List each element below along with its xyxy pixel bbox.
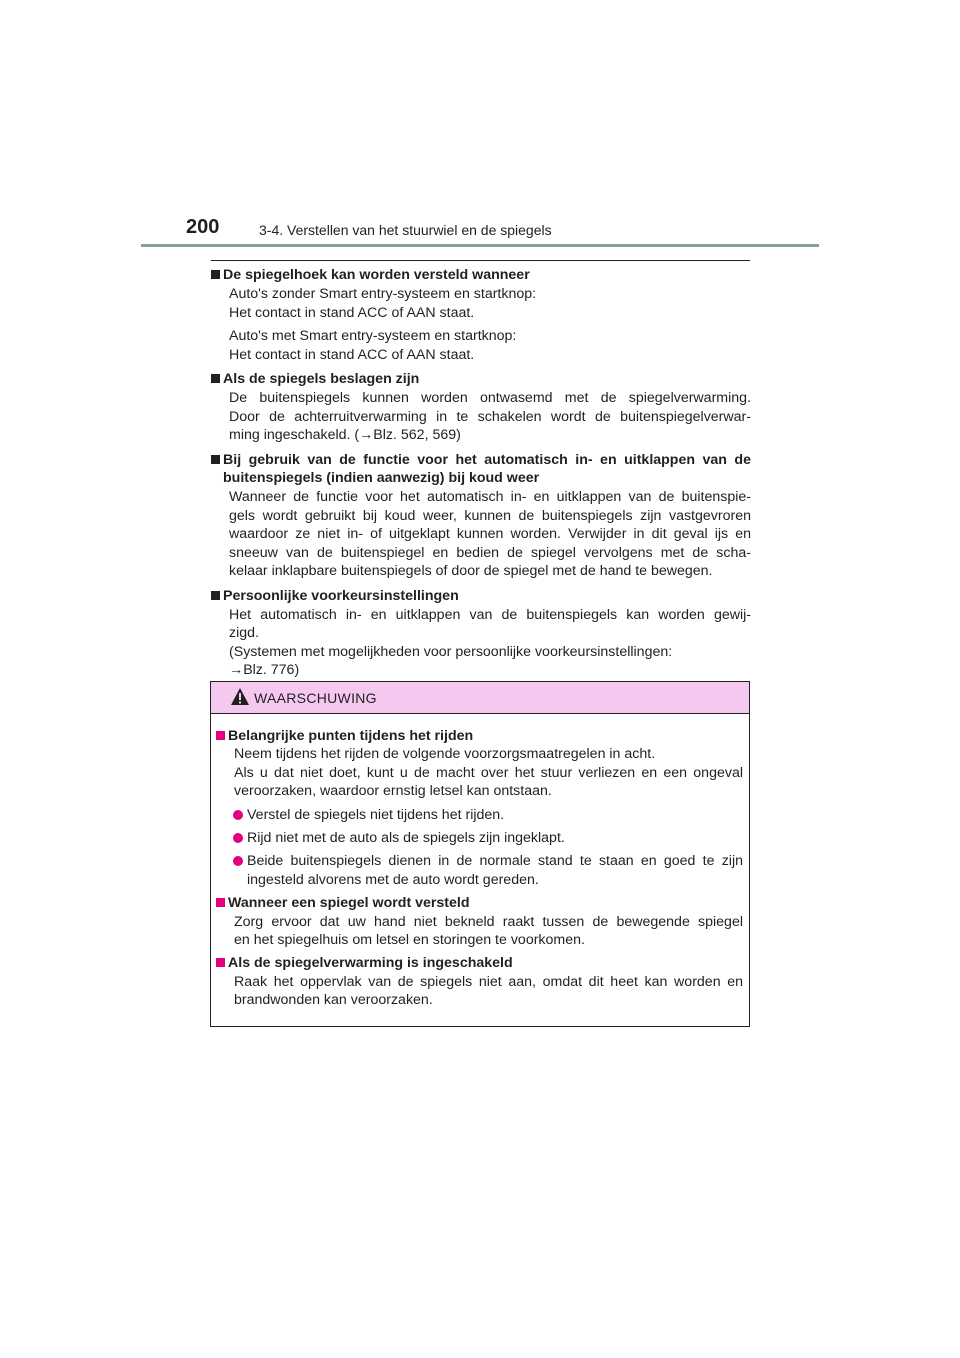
warning-item-heading bbox=[216, 894, 743, 912]
section-heading-text: Persoonlijke voorkeursinstellingen bbox=[223, 587, 459, 604]
page-header bbox=[0, 0, 960, 250]
warning-item-heading bbox=[216, 727, 743, 745]
square-bullet-icon bbox=[216, 958, 225, 967]
bullet-item bbox=[216, 852, 743, 889]
paragraph-line: sneeuw van de buitenspiegel en bedien de spiegel vervolgens met de scha- bbox=[229, 544, 751, 561]
section-heading-text: Bij gebruik van de functie voor het automatisch in- en uitklappen van de bbox=[223, 451, 751, 468]
paragraph-line: Wanneer de functie voor het automatisch in- en uitklappen van de buitenspie- bbox=[229, 489, 751, 506]
square-bullet-icon bbox=[216, 898, 225, 907]
warning-item-heading bbox=[216, 954, 743, 972]
main-content bbox=[211, 266, 751, 686]
paragraph bbox=[211, 606, 751, 680]
circle-bullet-icon bbox=[233, 833, 243, 843]
paragraph-line: en het spiegelhuis om letsel en storingen te voorkomen. bbox=[234, 932, 585, 949]
warning-paragraph bbox=[216, 745, 743, 800]
section-heading bbox=[211, 266, 751, 284]
bullet-text: Beide buitenspiegels dienen in de normale stand te staan en goed te zijn bbox=[247, 853, 743, 870]
square-bullet-icon bbox=[211, 374, 220, 383]
square-bullet-icon bbox=[216, 731, 225, 740]
section-heading-text: buitenspiegels (indien aanwezig) bij koud weer bbox=[223, 470, 540, 487]
section-koud-weer bbox=[211, 451, 751, 581]
section-voorkeursinstellingen bbox=[211, 587, 751, 680]
section-title: 3-4. Verstellen van het stuurwiel en de spiegels bbox=[259, 222, 552, 238]
section-heading bbox=[211, 587, 751, 605]
section-heading bbox=[211, 370, 751, 388]
paragraph-line: Het contact in stand ACC of AAN staat. bbox=[229, 304, 475, 321]
square-bullet-icon bbox=[211, 591, 220, 600]
page-number: 200 bbox=[186, 216, 220, 238]
bullet-item bbox=[216, 806, 743, 824]
circle-bullet-icon bbox=[233, 856, 243, 866]
section-heading-text: De spiegelhoek kan worden versteld wanneer bbox=[223, 267, 530, 283]
paragraph-line: Door de achterruitverwarming in te schakelen wordt de buitenspiegelverwar- bbox=[229, 408, 751, 425]
paragraph-line: De buitenspiegels kunnen worden ontwasemd met de spiegelverwarming. bbox=[229, 390, 751, 407]
bullet-text: Verstel de spiegels niet tijdens het rijden. bbox=[247, 806, 505, 823]
warning-item-heading-text: Wanneer een spiegel wordt versteld bbox=[228, 895, 470, 912]
paragraph-line: brandwonden kan veroorzaken. bbox=[234, 992, 433, 1009]
warning-triangle-icon bbox=[230, 687, 250, 711]
section-heading-text: Als de spiegels beslagen zijn bbox=[223, 371, 420, 388]
paragraph-line: Neem tijdens het rijden de volgende voorzorgsmaatregelen in acht. bbox=[234, 746, 656, 763]
paragraph bbox=[211, 285, 751, 322]
paragraph-line: Als u dat niet doet, kunt u de macht over het stuur verliezen en een ongeval bbox=[234, 764, 743, 781]
paragraph-line: Zorg ervoor dat uw hand niet bekneld raakt tussen de bewegende spiegel bbox=[234, 913, 743, 930]
paragraph-line: →Blz. 776) bbox=[229, 662, 300, 679]
paragraph bbox=[211, 327, 751, 364]
circle-bullet-icon bbox=[233, 810, 243, 820]
paragraph-line: ming ingeschakeld. (→Blz. 562, 569) bbox=[229, 427, 461, 444]
paragraph-line: gels wordt gebruikt bij koud weer, kunnen de buitenspiegels zijn vastgevroren bbox=[229, 507, 751, 524]
warning-header bbox=[211, 682, 749, 714]
paragraph-line: Auto's met Smart entry-systeem en startknop: bbox=[229, 328, 517, 345]
paragraph-line: Het contact in stand ACC of AAN staat. bbox=[229, 346, 475, 363]
square-bullet-icon bbox=[211, 455, 220, 464]
warning-box bbox=[210, 681, 750, 1027]
section-spiegelhoek bbox=[211, 266, 751, 364]
paragraph-line: waardoor ze niet in- of uitgeklapt kunnen worden. Verwijder in dit geval ijs en bbox=[229, 526, 751, 543]
warning-paragraph bbox=[216, 973, 743, 1010]
paragraph-line: Raak het oppervlak van de spiegels niet aan, omdat dit heet kan worden en bbox=[234, 973, 743, 990]
section-heading bbox=[211, 451, 751, 488]
paragraph-line: kelaar inklapbare buitenspiegels of door de spiegel met de hand te bewegen. bbox=[229, 563, 713, 580]
paragraph-line: zigd. bbox=[229, 625, 259, 642]
paragraph-line: Het automatisch in- en uitklappen van de buitenspiegels kan worden gewij- bbox=[229, 606, 751, 623]
warning-body bbox=[211, 714, 749, 1010]
warning-item-heading-text: Als de spiegelverwarming is ingeschakeld bbox=[228, 955, 513, 972]
header-divider bbox=[141, 244, 819, 247]
section-beslagen bbox=[211, 370, 751, 445]
paragraph-line: Auto's zonder Smart entry-systeem en startknop: bbox=[229, 286, 537, 303]
warning-paragraph bbox=[216, 913, 743, 950]
paragraph-line: veroorzaken, waardoor ernstig letsel kan ontstaan. bbox=[234, 783, 552, 800]
paragraph-line: (Systemen met mogelijkheden voor persoonlijke voorkeursinstellingen: bbox=[229, 643, 673, 660]
content-divider bbox=[211, 260, 750, 261]
bullet-text: ingesteld alvorens met de auto wordt gereden. bbox=[247, 871, 539, 888]
paragraph bbox=[211, 488, 751, 580]
square-bullet-icon bbox=[211, 270, 220, 279]
bullet-text: Rijd niet met de auto als de spiegels zijn ingeklapt. bbox=[247, 830, 565, 847]
warning-item-heading-text: Belangrijke punten tijdens het rijden bbox=[228, 728, 474, 744]
bullet-item bbox=[216, 829, 743, 847]
paragraph bbox=[211, 389, 751, 444]
warning-title: WAARSCHUWING bbox=[254, 690, 377, 706]
